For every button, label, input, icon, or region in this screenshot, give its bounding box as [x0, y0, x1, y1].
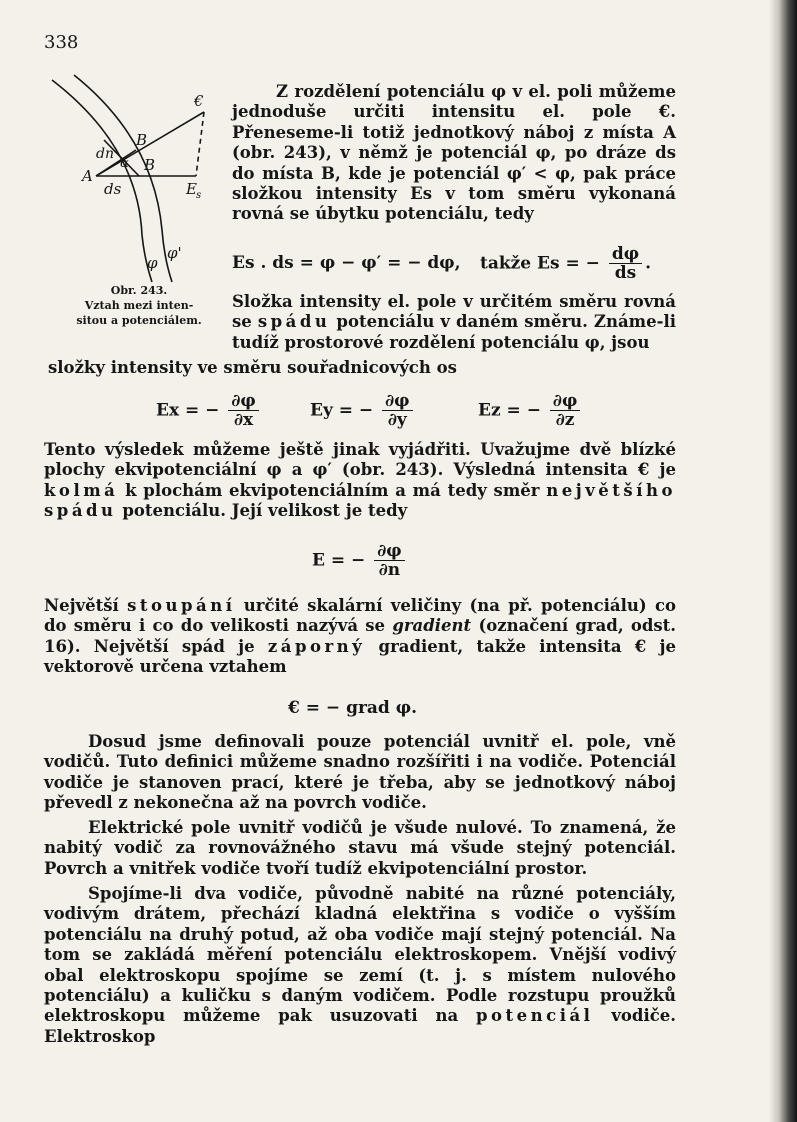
eq3-num: ∂φ — [374, 542, 404, 561]
paragraph-electroscope — [44, 884, 676, 1047]
eq1-fraction — [609, 245, 642, 282]
paragraph-gradient — [44, 596, 676, 678]
eq2-z-left: Ez = − — [478, 400, 541, 421]
eq2-z-fraction — [550, 392, 580, 429]
eq3-left: E = − — [312, 550, 366, 571]
eq2-x-fraction — [228, 392, 258, 429]
p3-part-b: k plochám ekvipotenciálním a má tedy směr — [125, 480, 540, 500]
eq1-mid: takže Es = − — [480, 253, 600, 274]
eq3-den: ∂n — [378, 560, 401, 580]
p3-spaced-kolma: kolmá — [44, 480, 119, 500]
eq2-x-den: ∂x — [233, 410, 254, 430]
eq1-denominator: ds — [614, 263, 637, 283]
paragraph-conductor-potential: Dosud jsme definovali pouze potenciál uvnitř el. pole, vně vodičů. Tuto definici můžeme snadno rozšířiti i na vodiče. Potenciál vodiče je stanoven prací, které je třeba, aby se jednotkový náboj převedl z nekonečna až na povrch vodiče. — [44, 732, 676, 813]
figure-caption — [40, 283, 238, 328]
equation-E-dn — [312, 542, 408, 579]
page-number: 338 — [44, 32, 79, 53]
p2-spaced-spadu: spádu — [257, 312, 331, 332]
paragraph-intensity-intro: Z rozdělení potenciálu φ v el. poli můžeme jednoduše určiti intensitu el. pole €. Přeneseme-li totiž jednotkový náboj z místa A (obr. 243), v němž je potenciál φ, po dráze ds do místa B, kde je potenciál φ′ < φ, pak práce složkou intensity Es v tom směru vykonaná rovná se úbytku potenciálu, tedy — [232, 82, 676, 224]
p4-spaced-stoupani: stoupání — [127, 596, 236, 615]
p4-part-d: gradient, takže intensita € je vektorově určena vztahem — [44, 636, 676, 677]
equation-Es-ds — [232, 245, 676, 285]
label-Es-sub: s — [196, 190, 202, 201]
p7-part-b: vodiče. Elektroskop — [44, 1006, 676, 1046]
caption-line-1: Obr. 243. — [110, 284, 168, 297]
label-Es: E — [186, 180, 197, 198]
paragraph-equipotential — [44, 440, 676, 522]
p2-part-a: Složka intensity el. pole v určitém směru rovná se — [232, 292, 676, 332]
line-E-to-Es-dashed — [196, 112, 204, 176]
label-E-vector: € — [194, 92, 204, 110]
p3-spaced-spadu: spádu — [44, 501, 117, 521]
figure-243 — [44, 70, 240, 285]
p4-part-c: (označení grad, odst. 16). Největší spád je — [44, 616, 677, 656]
equation-components — [48, 392, 676, 440]
label-phi-prime: φ' — [167, 244, 182, 262]
caption-line-3: sitou a potenciálem. — [76, 314, 202, 327]
eq1-end: . — [645, 253, 652, 274]
eq2-y-den: ∂y — [387, 410, 407, 430]
eq2-x — [156, 392, 262, 429]
p7-spaced-potencial: potenciál — [476, 1006, 594, 1026]
label-dn: dn — [96, 146, 114, 162]
paragraph-component-axes: složky intensity ve směru souřadnicových os — [48, 358, 457, 377]
eq2-z — [478, 392, 583, 429]
label-alpha: α — [120, 156, 129, 171]
caption-line-2: Vztah mezi inten- — [84, 299, 194, 312]
equipotential-line-phi — [52, 80, 152, 282]
eq1-numerator: dφ — [609, 245, 642, 264]
p4-part-a: Největší — [44, 596, 119, 615]
p4-part-b: určité skalární veličiny (na př. potenciálu) co do směru i co do velikosti nazývá se — [44, 596, 677, 636]
p4-spaced-zaporny: záporný — [267, 636, 366, 656]
paragraph-component-gradient — [232, 292, 676, 353]
p3-part-c: potenciálu. Její velikost je tedy — [122, 501, 408, 521]
label-phi: φ — [147, 254, 158, 272]
book-spine-shadow — [769, 0, 797, 1122]
eq2-y-left: Ey = − — [310, 400, 374, 421]
eq2-x-num: ∂φ — [228, 392, 258, 411]
p2-part-b: potenciálu v daném směru. Známe-li tudíž prostorové rozdělení potenciálu φ, jsou — [232, 312, 676, 352]
label-B-lower: B — [144, 156, 156, 174]
label-B-upper: B — [136, 131, 148, 149]
p7-part-a: Spojíme-li dva vodiče, původně nabité na různé potenciály, vodivým drátem, přechází kladná elektřina s vodiče o vyšším potenciálu na druhý potud, až oba vodiče mají stejný potenciál. Na tom se zakládá měření potenciálu elektroskopem. Vnější vodivý obal elektroskopu spojíme se zemí (t. j. s místem nulového potenciálu) a kuličku s daným vodičem. Podle rozstupu proužků elektroskopu můžeme pak usuzovati na — [44, 884, 676, 1026]
eq2-y-fraction — [382, 392, 412, 429]
label-A: A — [82, 167, 93, 185]
equation-grad: € = − grad φ. — [288, 698, 418, 718]
eq2-z-den: ∂z — [555, 410, 575, 430]
eq3-fraction — [374, 542, 404, 579]
eq2-y-num: ∂φ — [382, 392, 412, 411]
p4-italic-gradient: gradient — [392, 616, 472, 636]
p3-spaced-nejvetsiho: největšího — [546, 480, 676, 500]
eq2-x-left: Ex = − — [156, 400, 220, 421]
label-ds: ds — [104, 180, 122, 198]
paragraph-field-inside: Elektrické pole uvnitř vodičů je všude nulové. To znamená, že nabitý vodič za rovnovážného stavu má všude stejný potenciál. Povrch a vnitřek vodiče tvoří tudíž ekvipotenciální prostor. — [44, 818, 676, 878]
eq2-z-num: ∂φ — [550, 392, 580, 411]
eq1-left: Es . ds = φ − φ′ = − dφ, — [232, 253, 461, 273]
eq2-y — [310, 392, 416, 429]
p3-part-a: Tento výsledek můžeme ještě jinak vyjádřiti. Uvažujme dvě blízké plochy ekvipotenciální φ a φ′ (obr. 243). Výsledná intensita € je — [44, 440, 676, 480]
